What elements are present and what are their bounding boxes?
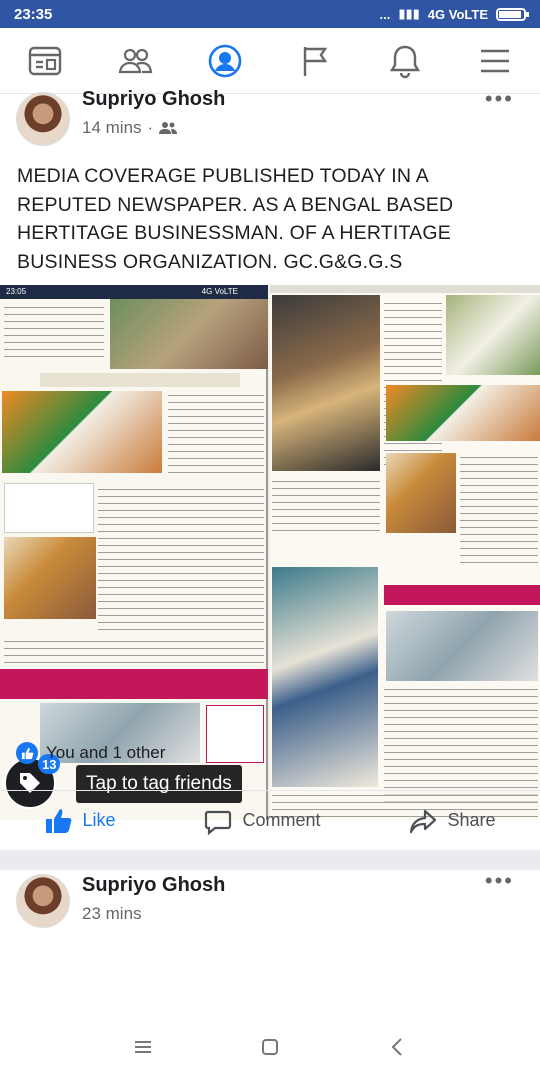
comment-label: Comment xyxy=(242,810,321,830)
back-icon xyxy=(390,1037,404,1057)
recent-apps-icon xyxy=(133,1039,153,1055)
status-bar xyxy=(0,0,540,28)
tag-count-badge: 13 xyxy=(38,754,60,774)
next-feed-post xyxy=(0,870,540,1010)
tab-notifications[interactable] xyxy=(375,31,435,91)
more-options-icon[interactable]: ••• xyxy=(484,86,514,111)
home-icon xyxy=(261,1038,279,1056)
like-button[interactable] xyxy=(30,797,129,845)
feed-divider xyxy=(0,850,540,870)
share-icon xyxy=(409,807,437,835)
signal-dots: ... xyxy=(379,6,391,22)
system-nav-bar xyxy=(0,1014,540,1080)
friends-audience-icon xyxy=(159,121,177,135)
recent-apps-button[interactable] xyxy=(123,1027,163,1067)
hamburger-icon xyxy=(477,43,513,79)
name-box xyxy=(4,483,94,533)
post-author[interactable]: Supriyo Ghosh xyxy=(82,874,226,896)
news-text-block xyxy=(272,477,380,537)
post-meta xyxy=(82,118,177,138)
news-text-block xyxy=(384,685,538,805)
like-label: Like xyxy=(82,810,116,830)
comment-button[interactable] xyxy=(190,797,334,845)
masthead-strip xyxy=(270,285,540,293)
news-photo xyxy=(272,567,378,787)
top-nav xyxy=(0,28,540,94)
friends-icon xyxy=(117,43,153,79)
avatar[interactable] xyxy=(16,874,70,928)
news-photo xyxy=(110,299,268,369)
post-meta xyxy=(82,904,142,924)
network-label: 4G VoLTE xyxy=(427,6,488,22)
news-photo xyxy=(446,295,540,375)
status-right xyxy=(379,6,526,22)
news-photo xyxy=(386,611,538,681)
news-photo xyxy=(272,295,380,471)
tab-menu[interactable] xyxy=(465,31,525,91)
news-text-block xyxy=(98,485,264,635)
tab-friends[interactable] xyxy=(105,31,165,91)
news-text-block xyxy=(384,299,442,469)
battery-icon xyxy=(496,8,526,21)
thumbs-up-icon xyxy=(44,807,72,835)
more-options-icon[interactable]: ••• xyxy=(484,870,514,893)
flag-icon xyxy=(297,43,333,79)
signal-icon: ▮▮▮ xyxy=(398,6,420,21)
news-banner xyxy=(384,585,540,605)
comment-icon xyxy=(204,807,232,835)
news-headline xyxy=(40,373,240,387)
status-time: 23:35 xyxy=(14,5,53,23)
home-button[interactable] xyxy=(250,1027,290,1067)
newspaper-right-page xyxy=(270,285,540,820)
tag-friends-tooltip[interactable]: Tap to tag friends xyxy=(76,765,242,803)
post-time[interactable]: 14 mins xyxy=(82,118,142,137)
news-photo xyxy=(4,537,96,619)
news-text-block xyxy=(168,391,264,477)
avatar[interactable] xyxy=(16,92,70,146)
news-photo xyxy=(386,385,540,441)
tab-news-feed[interactable] xyxy=(15,31,75,91)
news-text-block xyxy=(4,637,264,663)
dot-separator: · xyxy=(147,118,154,137)
reaction-summary[interactable] xyxy=(16,742,165,764)
reaction-text: You and 1 other xyxy=(46,743,166,762)
news-photo xyxy=(2,391,162,473)
embedded-status-bar: 23:05 4G VoLTE xyxy=(0,285,268,299)
profile-icon xyxy=(207,43,243,79)
news-text-block xyxy=(4,303,104,363)
bell-icon xyxy=(387,43,423,79)
share-label: Share xyxy=(447,810,496,830)
post-header xyxy=(16,86,524,144)
newspaper-left-page xyxy=(0,285,268,820)
ad-box xyxy=(206,705,264,763)
post-image[interactable] xyxy=(0,285,540,820)
tab-pages[interactable] xyxy=(285,31,345,91)
news-text-block xyxy=(460,453,538,563)
back-button[interactable] xyxy=(377,1027,417,1067)
post-author[interactable]: Supriyo Ghosh xyxy=(82,88,226,110)
post-actions xyxy=(0,790,540,850)
like-reaction-icon xyxy=(16,742,38,764)
news-banner xyxy=(0,669,268,699)
news-feed-icon xyxy=(27,43,63,79)
post-time[interactable]: 23 mins xyxy=(82,904,142,923)
tab-profile[interactable] xyxy=(195,31,255,91)
news-photo xyxy=(386,453,456,533)
post-text: MEDIA COVERAGE PUBLISHED TODAY IN A REPUTED NEWSPAPER. AS A BENGAL BASED HERTITAGE BUSINESSMAN. OF A HERTITAGE BUSINESS ORGANIZATION. GC.G&G.G.S xyxy=(17,165,454,273)
share-button[interactable] xyxy=(395,797,509,845)
